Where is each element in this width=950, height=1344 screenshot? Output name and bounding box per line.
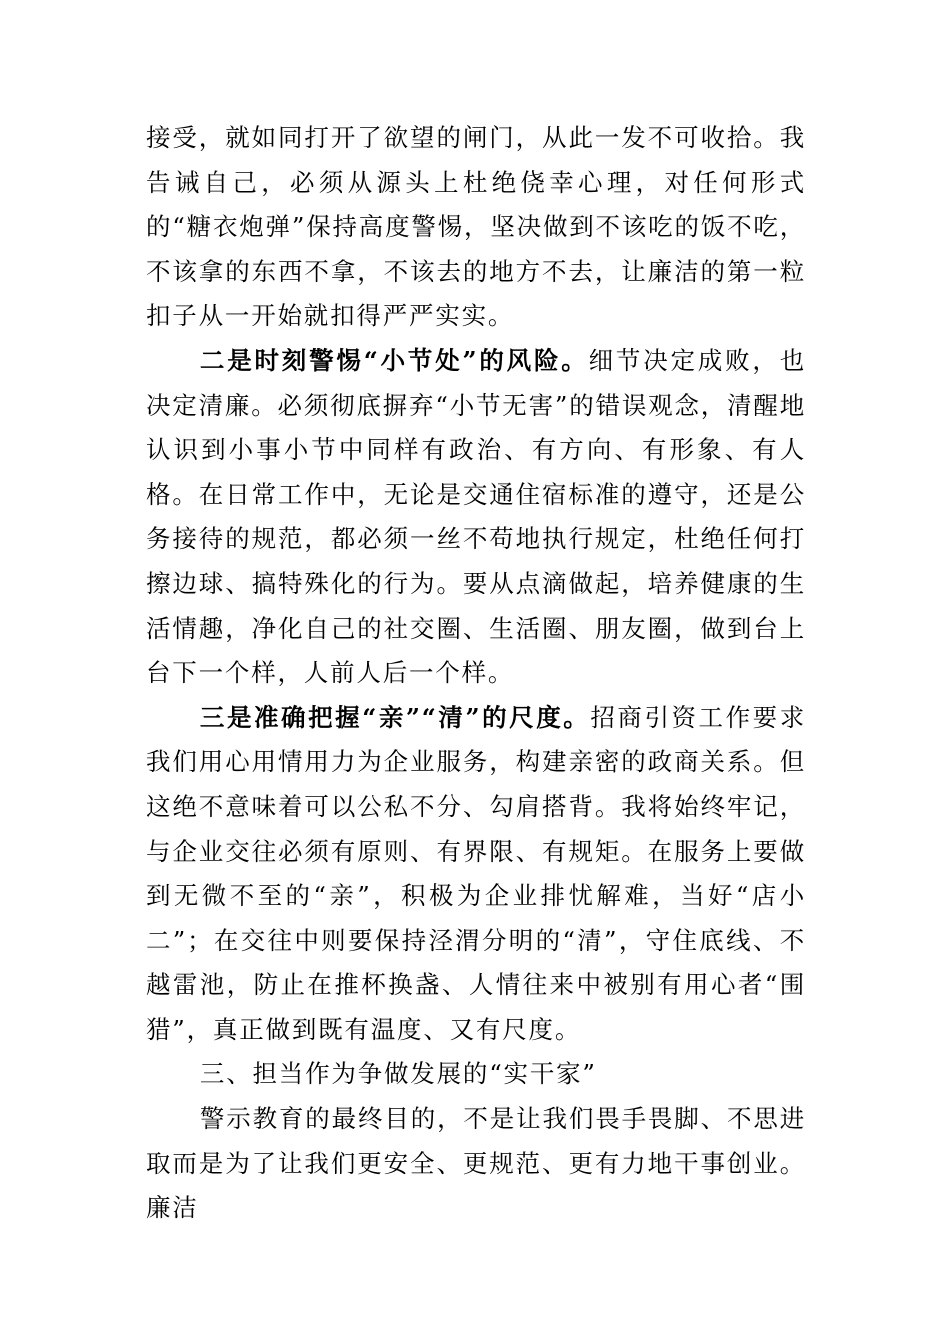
paragraph-lead-small-details: 二是时刻警惕“小节处”的风险。 — [199, 345, 589, 375]
paragraph-body-small-details: 细节决定成败，也决定清廉。必须彻底摒弃“小节无害”的错误观念，清醒地认识到小事小节中同样有政治、有方向、有形象、有人格。在日常工作中，无论是交通住宿标准的遵守，还是公务接待的规范，都必须一丝不苟地执行规定，杜绝任何打擦边球、搞特殊化的行为。要从点滴做起，培养健康的生活情趣，净化自己的社交圈、生活圈、朋友圈，做到台上台下一个样，人前人后一个样。 — [146, 345, 806, 688]
document-page — [146, 116, 806, 1231]
section-heading-three: 三、担当作为争做发展的“实干家” — [199, 1059, 597, 1089]
paragraph-small-details — [146, 339, 806, 696]
paragraph-continuation: 接受，就如同打开了欲望的闸门，从此一发不可收拾。我告诫自己，必须从源头上杜绝侥幸心理，对任何形式的“糖衣炮弹”保持高度警惕，坚决做到不该吃的饭不吃，不该拿的东西不拿，不该去的地方不去，让廉洁的第一粒扣子从一开始就扣得严严实实。 — [146, 123, 806, 331]
paragraph-body-qin-qing: 招商引资工作要求我们用心用情用力为企业服务，构建亲密的政商关系。但这绝不意味着可以公私不分、勾肩搭背。我将始终牢记，与企业交往必须有原则、有界限、有规矩。在服务上要做到无微不至的“亲”，积极为企业排忧解难，当好“店小二”；在交往中则要保持泾渭分明的“清”，守住底线、不越雷池，防止在推杯换盏、人情往来中被别有用心者“围猎”，真正做到既有温度、又有尺度。 — [146, 702, 807, 1044]
paragraph-qin-qing — [146, 696, 806, 1053]
paragraph-warning-education: 警示教育的最终目的，不是让我们畏手畏脚、不思进取而是为了让我们更安全、更规范、更有力地干事创业。廉洁 — [146, 1104, 806, 1223]
paragraph-lead-qin-qing: 三是准确把握“亲”“清”的尺度。 — [199, 702, 591, 732]
